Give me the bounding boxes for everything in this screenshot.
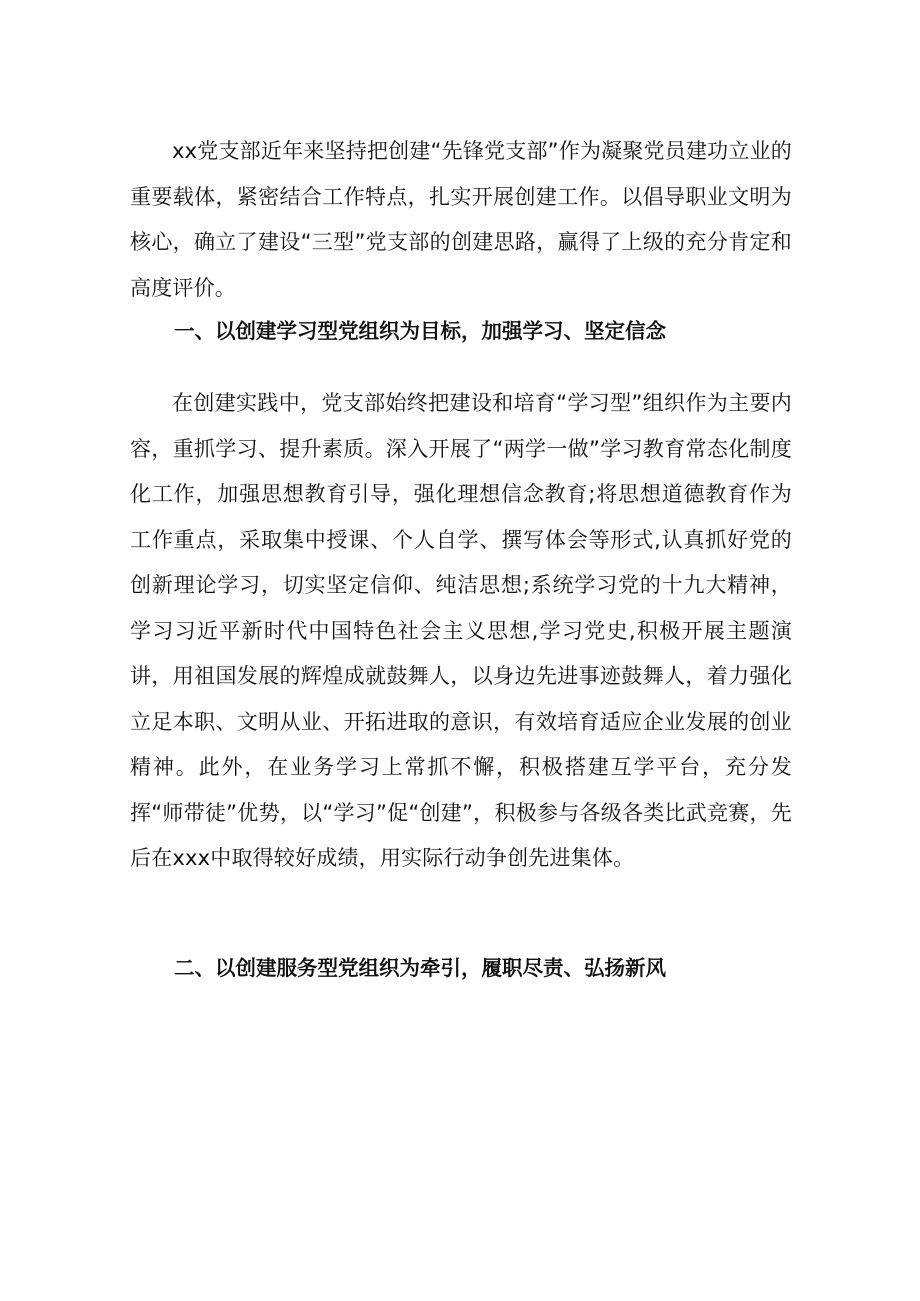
section-2-heading: 二、以创建服务型党组织为牵引，履职尽责、弘扬新风 xyxy=(174,956,666,980)
section-1-heading: 一、以创建学习型党组织为目标，加强学习、坚定信念 xyxy=(174,319,666,343)
intro-paragraph: xx党支部近年来坚持把创建“先锋党支部”作为凝聚党员建功立业的重要载体，紧密结合工作特点，扎实开展创建工作。以倡导职业文明为核心，确立了建设“三型”党支部的创建思路，赢得了上级的充分肯定和高度评价。 xyxy=(130,139,792,300)
section-1-paragraph: 在创建实践中，党支部始终把建设和培育“学习型”组织作为主要内容，重抓学习、提升素质。深入开展了“两学一做”学习教育常态化制度化工作，加强思想教育引导，强化理想信念教育;将思想道德教育作为工作重点，采取集中授课、个人自学、撰写体会等形式,认真抓好党的创新理论学习，切实坚定信仰、纯洁思想;系统学习党的十九大精神，学习习近平新时代中国特色社会主义思想,学习党史,积极开展主题演讲，用祖国发展的辉煌成就鼓舞人，以身边先进事迹鼓舞人，着力强化立足本职、文明从业、开拓进取的意识，有效培育适应企业发展的创业精神。此外，在业务学习上常抓不懈，积极搭建互学平台，充分发挥“师带徒”优势，以“学习”促“创建”，积极参与各级各类比武竞赛，先后在xxx中取得较好成绩，用实际行动争创先进集体。 xyxy=(130,391,792,870)
